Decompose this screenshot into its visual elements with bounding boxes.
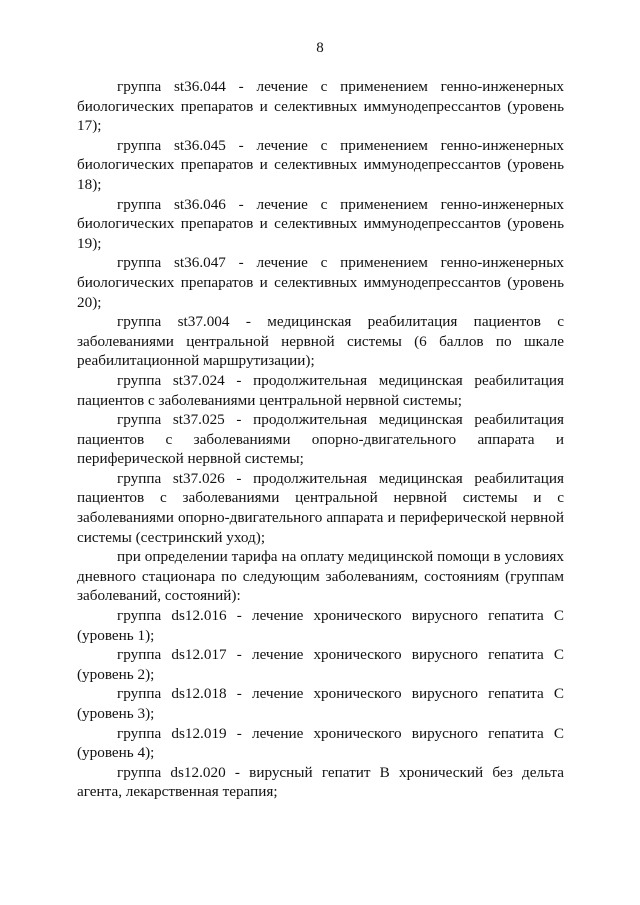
paragraph-st37-004: группа st37.004 - медицинская реабилитация пациентов с заболеваниями центральной нервной системы (6 баллов по шкале реабилитационной маршрутизации); <box>77 313 564 370</box>
paragraph-ds12-016: группа ds12.016 - лечение хронического вирусного гепатита C (уровень 1); <box>77 607 564 644</box>
paragraph-st37-025: группа st37.025 - продолжительная медицинская реабилитация пациентов с заболеваниями опорно-двигательного аппарата и периферической нервной системы; <box>77 411 564 468</box>
paragraph-ds12-019: группа ds12.019 - лечение хронического вирусного гепатита C (уровень 4); <box>77 724 564 762</box>
paragraph-st36-046: группа st36.046 - лечение с применением генно-инженерных биологических препаратов и селективных иммунодепрессантов (уровень 19); <box>77 195 564 252</box>
page-number: 8 <box>316 40 324 56</box>
document-body <box>77 77 564 802</box>
paragraph-st36-044: группа st36.044 - лечение с применением генно-инженерных биологических препаратов и селективных иммунодепрессантов (уровень 17); <box>77 78 564 135</box>
paragraph-day-hospital-intro: при определении тарифа на оплату медицинской помощи в условиях дневного стационара по следующим заболеваниям, состояниям (группам заболеваний, состояний): <box>77 548 564 605</box>
paragraph-st36-047: группа st36.047 - лечение с применением генно-инженерных биологических препаратов и селективных иммунодепрессантов (уровень 20); <box>77 254 564 311</box>
paragraph-st36-045: группа st36.045 - лечение с применением генно-инженерных биологических препаратов и селективных иммунодепрессантов (уровень 18); <box>77 136 564 193</box>
paragraph-st37-026: группа st37.026 - продолжительная медицинская реабилитация пациентов с заболеваниями центральной нервной системы и с заболеваниями опорно-двигательного аппарата и периферической нервной системы (сестринский уход); <box>77 469 564 546</box>
paragraph-st37-024: группа st37.024 - продолжительная медицинская реабилитация пациентов с заболеваниями центральной нервной системы; <box>77 371 564 409</box>
paragraph-ds12-020: группа ds12.020 - вирусный гепатит B хронический без дельта агента, лекарственная терапия; <box>77 763 564 801</box>
paragraph-ds12-018: группа ds12.018 - лечение хронического вирусного гепатита C (уровень 3); <box>77 685 564 722</box>
paragraph-ds12-017: группа ds12.017 - лечение хронического вирусного гепатита C (уровень 2); <box>77 646 564 683</box>
